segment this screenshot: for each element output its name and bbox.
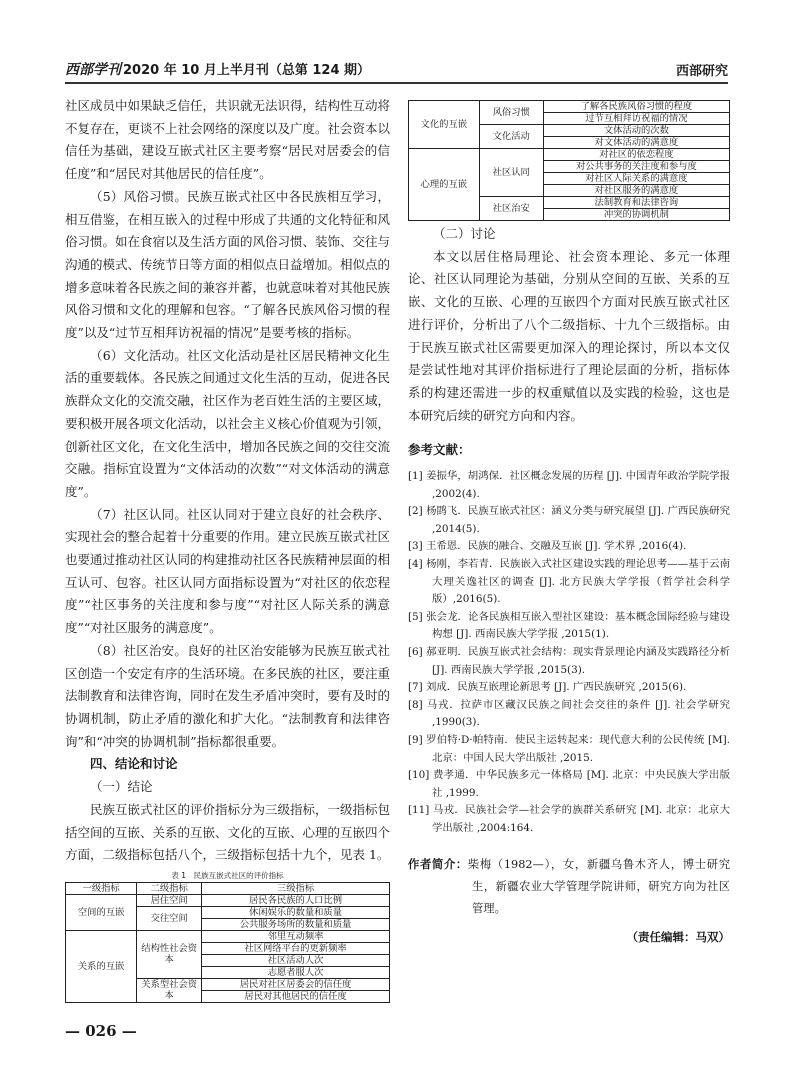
reference-item: [10] 费孝通．中华民族多元一体格局 [M]. 北京：中央民族大学出版社 ,1999. xyxy=(408,769,730,799)
references-list xyxy=(408,468,730,837)
section-heading: 四、结论和讨论 xyxy=(90,756,178,772)
level2-indicator-cell: 风俗习惯 xyxy=(479,101,543,125)
level3-indicator-cell: 文体活动的次数 xyxy=(543,125,729,137)
level2-indicator-cell: 交往空间 xyxy=(137,906,202,930)
level1-indicator-cell: 心理的互嵌 xyxy=(409,149,480,221)
paragraph: 社区成员中如果缺乏信任，共识就无法识得，结构性互动将不复存在，更谈不上社会网络的深度以及广度。社会资本以信任为基础，建设互嵌式社区主要考察“居民对居委会的信任度”和“居民对其他居民的信任度”。 xyxy=(65,98,391,182)
level3-indicator-cell: 法制教育和法律咨询 xyxy=(543,197,729,209)
reference-item: [6] 郝亚明．民族互嵌式社会结构：现实背景理论内涵及实践路径分析 [J]. 西南民族大学学报 ,2015(3). xyxy=(408,645,730,676)
level2-indicator-cell: 社区认同 xyxy=(479,149,543,197)
reference-item: [3] 王希恩．民族的融合、交融及互嵌 [J]. 学术界 ,2016(4). xyxy=(408,540,687,553)
reference-item: [9] 罗伯特·D·帕特南．使民主运转起来：现代意大利的公民传统 [M]. 北京：中国人民大学出版社 ,2015. xyxy=(408,733,730,764)
author-label: 作者简介： xyxy=(408,857,468,871)
level2-indicator-cell: 居住空间 xyxy=(137,894,202,906)
level3-indicator-cell: 对文体活动的满意度 xyxy=(543,137,729,149)
level1-indicator-cell: 空间的互嵌 xyxy=(66,894,137,930)
author-text: 柴梅（1982—），女，新疆乌鲁木齐人，博士研究生，新疆农业大学管理学院讲师，研究方向为社区管理。 xyxy=(467,857,730,915)
header-journal-info xyxy=(65,59,370,79)
subsection-heading: （一）结论 xyxy=(90,779,153,795)
level3-indicator-cell: 对社区人际关系的满意度 xyxy=(543,173,729,185)
level3-indicator-cell: 冲突的协调机制 xyxy=(543,209,729,221)
level3-indicator-cell: 居民对其他居民的信任度 xyxy=(202,990,390,1002)
reference-item: [11] 马戎．民族社会学—社会学的族群关系研究 [M]. 北京：北京大学出版社 ,2004:164. xyxy=(408,804,730,834)
paragraph: （6）文化活动。社区文化活动是社区居民精神文化生活的重要载体。各民族之间通过文化生活的互动，促进各民族群众文化的交流交融，社区作为老百姓生活的主要区域，要积极开展各项文化活动，以社会主义核心价值观为引领，创新社区文化，在文化生活中，增加各民族之间的交往交流交融。指标宜设置为“文体活动的次数”“对文体活动的满意度”。 xyxy=(65,347,391,499)
level2-indicator-cell: 社区治安 xyxy=(479,197,543,221)
table-caption: 表 1 民族互嵌式社区的评价指标 xyxy=(171,870,284,880)
paragraph: 本文以居住格局理论、社会资本理论、多元一体理论、社区认同理论为基础，分别从空间的互嵌、关系的互嵌、文化的互嵌、心理的互嵌四个方面对民族互嵌式社区进行评价，分析出了八个二级指标、十九个三级指标。由于民族互嵌式社区需要更加深入的理论探讨，所以本文仅是尝试性地对其评价指标进行了理论层面的分析，指标体系的构建还需进一步的权重赋值以及实践的检验，这也是本研究后续的研究方向和内容。 xyxy=(408,248,730,423)
header-issue: 2020 年 10 月上半月刊（总第 124 期） xyxy=(123,63,371,78)
right-column xyxy=(408,100,730,948)
level3-indicator-cell: 志愿者服人次 xyxy=(202,966,390,978)
references-heading: 参考文献： xyxy=(408,442,471,458)
subsection-heading: （二）讨论 xyxy=(433,226,496,241)
level3-indicator-cell: 社区网络平台的更新频率 xyxy=(202,942,390,954)
page-header xyxy=(65,58,728,84)
left-column xyxy=(65,95,390,1003)
table-header-cell: 一级指标 xyxy=(66,882,137,894)
level3-indicator-cell: 对公共事务的关注度和参与度 xyxy=(543,161,729,173)
reference-item: [4] 杨刚，李若青．民族嵌入式社区建设实践的理论思考——基于云南大理关逸社区的调查 [J]. 北方民族大学学报（哲学社会科学版）,2016(5). xyxy=(408,558,730,606)
paragraph: （8）社区治安。良好的社区治安能够为民族互嵌式社区创造一个安定有序的生活环境。在多民族的社区，要注重法制教育和法律咨询，同时在发生矛盾冲突时，要有及时的协调机制，防止矛盾的激化和扩大化。“法制教育和法律咨询”和“冲突的协调机制”指标都很重要。 xyxy=(65,642,391,749)
table-header-row xyxy=(66,882,390,894)
table-row xyxy=(66,930,390,942)
paragraph: （5）风俗习惯。民族互嵌式社区中各民族相互学习，相互借鉴，在相互嵌入的过程中形成了共通的文化特征和风俗习惯。如在食宿以及生活方面的风俗习惯、装饰、交往与沟通的模式、传统节日等方面的相似点日益增加。相似点的增多意味着各民族之间的兼容并蓄，也就意味着对其他民族风俗习惯和文化的理解和包容。“了解各民族风俗习惯的程度”以及“过节互相拜访祝福的情况”是要考核的指标。 xyxy=(65,188,391,341)
level3-indicator-cell: 邻里互动频率 xyxy=(202,930,390,942)
reference-item: [7] 刘成．民族互嵌理论新思考 [J]. 广西民族研究 ,2015(6). xyxy=(408,681,687,694)
level3-indicator-cell: 休闲娱乐的数量和质量 xyxy=(202,906,390,918)
table-row xyxy=(409,101,730,113)
level3-indicator-cell: 对社区服务的满意度 xyxy=(543,185,729,197)
editor-note: （责任编辑：马双） xyxy=(626,929,730,944)
level3-indicator-cell: 居民对社区居委会的信任度 xyxy=(202,978,390,990)
level1-indicator-cell: 文化的互嵌 xyxy=(409,101,480,149)
reference-item: [2] 杨鹍飞．民族互嵌式社区：涵义分类与研究展望 [J]. 广西民族研究 ,2014(5). xyxy=(408,505,730,535)
level3-indicator-cell: 居民各民族的人口比例 xyxy=(202,894,390,906)
journal-logo: 西部学刊 xyxy=(65,62,121,78)
table-row xyxy=(66,894,390,906)
level3-indicator-cell: 过节互相拜访祝福的情况 xyxy=(543,113,729,125)
indicator-table-part1 xyxy=(65,882,390,1003)
page-number: — 026 — xyxy=(65,1022,137,1040)
reference-item: [5] 张会龙．论各民族相互嵌入型社区建设：基本概念国际经验与建设构想 [J]. 西南民族大学学报 ,2015(1). xyxy=(408,610,730,641)
paragraph: （7）社区认同。社区认同对于建立良好的社会秩序、实现社会的整合起着十分重要的作用。建立民族互嵌式社区也要通过推动社区认同的构建推动社区各民族精神层面的相互认可、包容。社区认同方面指标设置为“对社区的依恋程度”“社区事务的关注度和参与度”“对社区人际关系的满意度”“对社区服务的满意度”。 xyxy=(65,506,391,636)
table-row xyxy=(409,149,730,161)
level2-indicator-cell: 结构性社会资本 xyxy=(137,930,202,978)
level3-indicator-cell: 公共服务场所的数量和质量 xyxy=(202,918,390,930)
author-bio xyxy=(408,854,730,920)
reference-item: [1] 姜振华，胡鸿保．社区概念发展的历程 [J]. 中国青年政治学院学报 ,2002(4). xyxy=(408,470,730,500)
level2-indicator-cell: 文化活动 xyxy=(479,125,543,149)
table-header-cell: 二级指标 xyxy=(137,882,202,894)
level3-indicator-cell: 社区活动人次 xyxy=(202,954,390,966)
level3-indicator-cell: 了解各民族风俗习惯的程度 xyxy=(543,101,729,113)
reference-item: [8] 马戎．拉萨市区藏汉民族之间社会交往的条件 [J]. 社会学研究 ,1990(3). xyxy=(408,698,730,729)
paragraph: 民族互嵌式社区的评价指标分为三级指标，一级指标包括空间的互嵌、关系的互嵌、文化的互嵌、心理的互嵌四个方面，二级指标包括八个，三级指标包括十九个，见表 1。 xyxy=(65,801,391,863)
level3-indicator-cell: 对社区的依恋程度 xyxy=(543,149,729,161)
level2-indicator-cell: 关系型社会资本 xyxy=(137,978,202,1002)
indicator-table-part2 xyxy=(408,100,730,221)
table-header-cell: 三级指标 xyxy=(202,882,390,894)
header-section: 西部研究 xyxy=(675,64,728,79)
level1-indicator-cell: 关系的互嵌 xyxy=(66,930,137,1002)
